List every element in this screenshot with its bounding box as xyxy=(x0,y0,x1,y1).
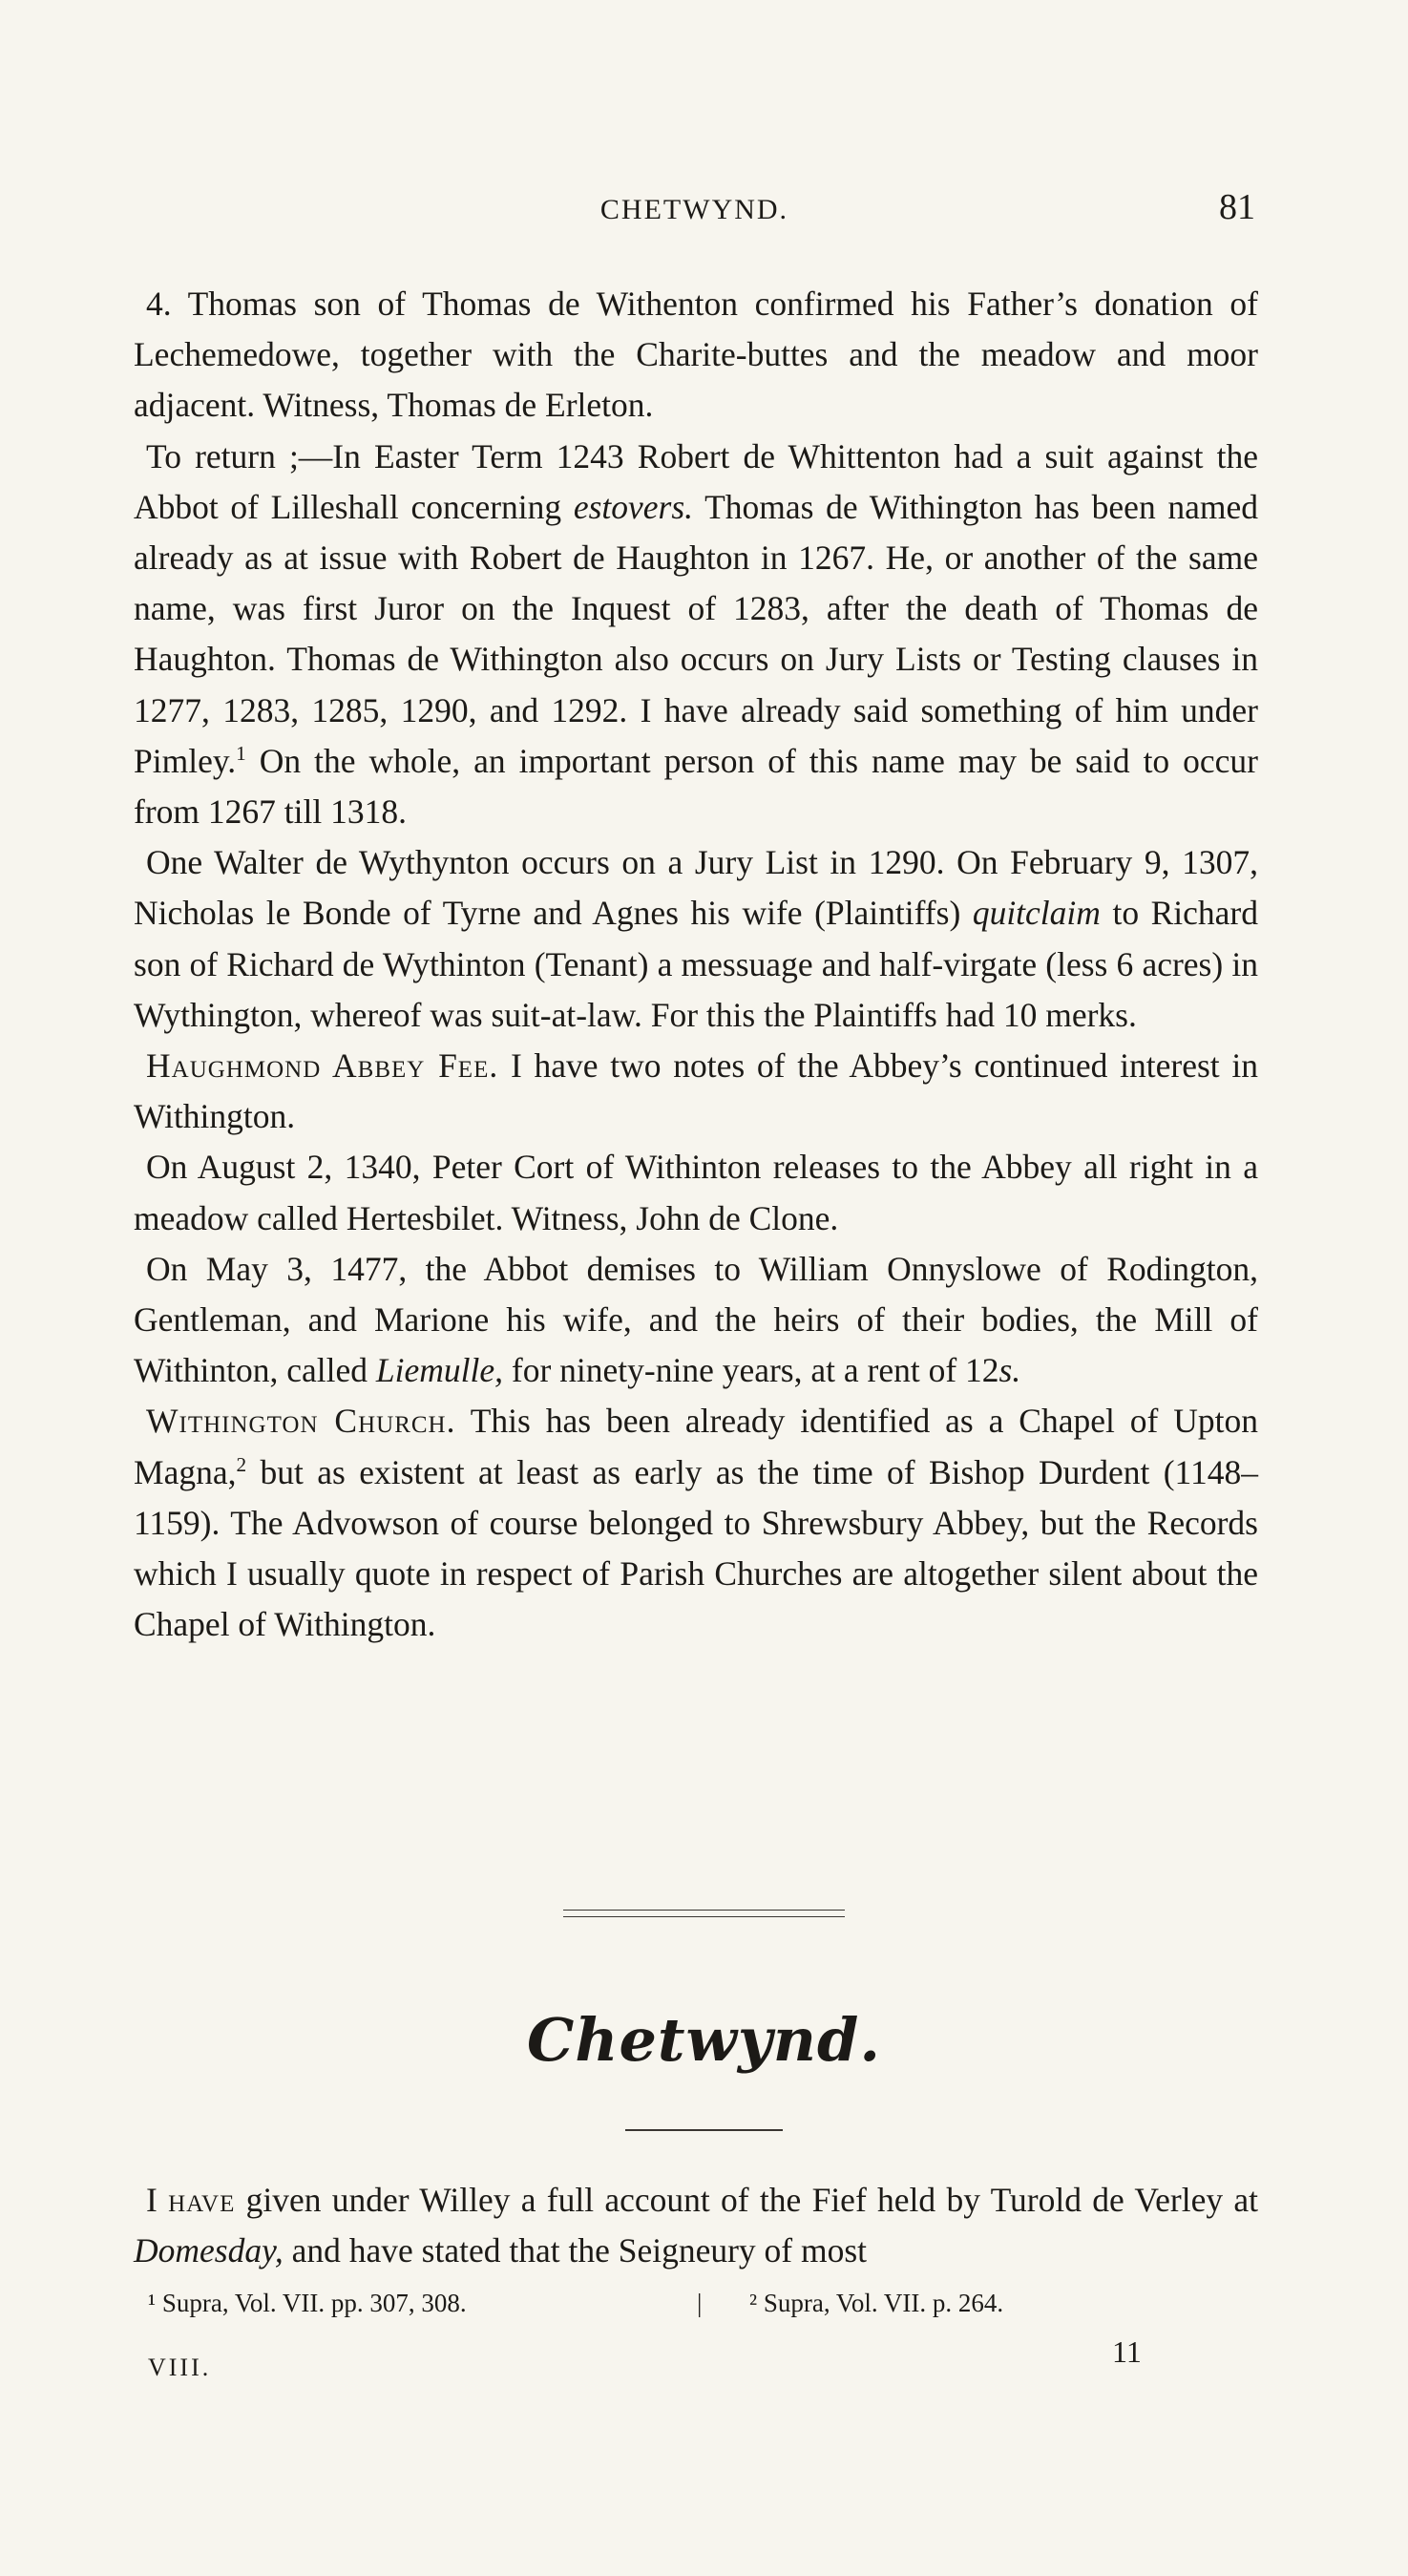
running-head-title: CHETWYND. xyxy=(599,194,789,225)
body-text xyxy=(134,279,1258,1650)
text-run: have xyxy=(168,2181,236,2219)
text-run: s. xyxy=(998,1351,1021,1390)
title-underline xyxy=(625,2129,783,2131)
text-run: I have two notes of the Abbey’s continued interest in Withington. xyxy=(134,1046,1258,1136)
paragraph xyxy=(134,837,1258,1041)
footnote-1: ¹ Supra, Vol. VII. pp. 307, 308. xyxy=(148,2289,467,2317)
page-number: 81 xyxy=(1219,187,1255,227)
paragraph xyxy=(134,1142,1258,1243)
running-head xyxy=(134,186,1255,234)
text-run: On August 2, 1340, Peter Cort of Withinton releases to the Abbey all right in a meadow called Hertesbilet. Witness, John de Clone. xyxy=(134,1148,1258,1237)
paragraph xyxy=(134,1041,1258,1142)
text-run: Haughmond Abbey Fee. xyxy=(146,1046,499,1086)
paragraph xyxy=(134,432,1258,838)
text-run: Liemulle, xyxy=(375,1351,504,1390)
text-run: and have stated that the Seigneury of most xyxy=(283,2231,868,2270)
text-run: for ninety-nine years, at a rent of 12 xyxy=(503,1351,999,1390)
footnote-ref: 1 xyxy=(236,742,246,765)
section-divider xyxy=(563,1910,845,1917)
text-run: This has been already identified as a Chapel of Upton Magna, xyxy=(134,1402,1258,1491)
text-run: 4. Thomas son of Thomas de Withenton confirmed his Father’s donation of Lechemedowe, together with the Charite-buttes and the meadow and moor adjacent. Witness, Thomas de Erleton. xyxy=(134,285,1258,425)
section-opening xyxy=(134,2175,1258,2276)
section-opening-paragraph xyxy=(134,2175,1258,2276)
text-run: On the whole, an important person of this name may be said to occur from 1267 till 1318. xyxy=(134,741,1258,832)
footnotes xyxy=(148,2289,1198,2327)
text-run: On May 3, 1477, the Abbot demises to William Onnyslowe of Rodington, Gentleman, and Marione his wife, and the heirs of their bodies, the Mill of Withinton, called xyxy=(134,1249,1258,1390)
paragraph xyxy=(134,1396,1258,1650)
text-run: to Richard son of Richard de Wythinton (Tenant) a messuage and half-virgate (less 6 acres) in Wythington, whereof was suit-at-law. For this the Plaintiffs had 10 merks. xyxy=(134,894,1258,1034)
text-run: To return ;—In Easter Term 1243 Robert de Whittenton had a suit against the Abbot of Lilleshall concerning xyxy=(134,436,1258,526)
footnote-separator: | xyxy=(697,2289,703,2317)
text-run: Thomas de Withington has been named already as at issue with Robert de Haughton in 1267. He, or another of the same name, was first Juror on the Inquest of 1283, after the death of Thomas de Haughton. Thomas de Withington also occurs on Jury Lists or Testing clauses in 1277, 1283, 1285, 1290, and 1292. I have already said something of him under Pimley. xyxy=(134,487,1259,780)
text-run: given under Willey a full account of the Fief held by Turold de Verley at xyxy=(235,2181,1258,2219)
sheet-number: 11 xyxy=(1112,2334,1142,2369)
signature-mark: VIII. xyxy=(148,2354,212,2381)
text-run: estovers. xyxy=(573,487,694,526)
text-run: Domesday, xyxy=(134,2231,284,2270)
footnote-2: ² Supra, Vol. VII. p. 264. xyxy=(749,2289,1004,2317)
text-run: but as existent at least as early as the time of Bishop Durdent (1148–1159). The Advowson of course belonged to Shrewsbury Abbey, but the Records which I usually quote in respect of Parish Churches are altogether silent about the Chapel of Withington. xyxy=(134,1452,1258,1644)
text-run: quitclaim xyxy=(972,894,1101,933)
text-run: One Walter de Wythynton occurs on a Jury List in 1290. On February 9, 1307, Nicholas le Bonde of Tyrne and Agnes his wife (Plaintiffs) xyxy=(134,843,1258,933)
paragraph xyxy=(134,279,1258,432)
text-run: Withington Church. xyxy=(146,1402,456,1441)
text-run: I xyxy=(146,2181,169,2219)
section-title: Chetwynd. xyxy=(527,2005,881,2075)
paragraph xyxy=(134,1244,1258,1397)
footnote-ref: 2 xyxy=(236,1452,247,1476)
